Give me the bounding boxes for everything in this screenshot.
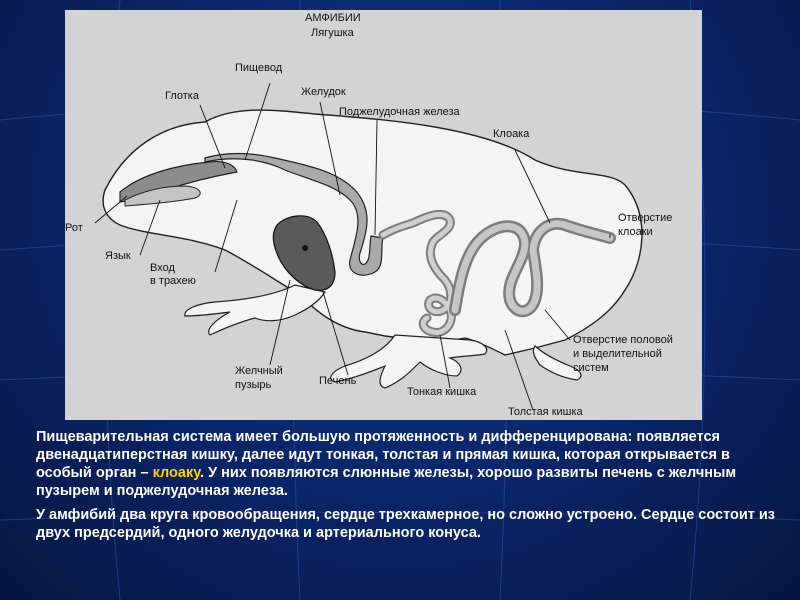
label-esophagus: Пищевод: [235, 62, 283, 74]
label-cloaca-opening-1: Отверстие: [618, 212, 673, 224]
label-genital-opening-3: систем: [573, 362, 609, 374]
label-cloaca: Клоака: [493, 128, 530, 140]
caption-highlight-cloaca: клоаку: [152, 465, 201, 481]
frog-body: [103, 110, 642, 355]
figure-title: АМФИБИИ: [305, 12, 361, 24]
caption-text: [36, 428, 776, 548]
caption-paragraph-1: [36, 428, 776, 500]
label-gallbladder-1: Желчный: [235, 365, 283, 377]
label-tongue: Язык: [105, 250, 131, 262]
caption-p1-before: Пищеварительная система имеет большую протяженность и дифференцирована: появляется двенадцатиперстная кишку, далее идут тонкая, толстая и прямая кишка, которая открывается в особый орган –: [36, 429, 730, 481]
caption-paragraph-2: У амфибий два круга кровообращения, сердце трехкамерное, но сложно устроено. Сердце состоит из двух предсердий, одного желудочка и артериального конуса.: [36, 507, 776, 541]
label-gallbladder-2: пузырь: [235, 379, 272, 391]
label-liver: Печень: [319, 375, 357, 387]
label-mouth: Рот: [65, 222, 83, 234]
caption-p1-after: . У них появляются слюнные железы, хорошо развиты печень с желчным пузырем и поджелудочная железа.: [36, 465, 737, 499]
frog-anatomy-figure: [65, 10, 702, 420]
figure-subtitle: Лягушка: [311, 27, 354, 39]
label-small-intestine: Тонкая кишка: [407, 386, 477, 398]
label-stomach: Желудок: [301, 86, 346, 98]
front-leg: [185, 285, 325, 335]
label-large-intestine: Толстая кишка: [508, 406, 583, 418]
label-trachea-entrance-1: Вход: [150, 262, 175, 274]
label-genital-opening-1: Отверстие половой: [573, 334, 673, 346]
label-pharynx: Глотка: [165, 90, 199, 102]
label-cloaca-opening-2: клоаки: [618, 226, 653, 238]
label-trachea-entrance-2: в трахею: [150, 275, 196, 287]
label-pancreas: Поджелудочная железа: [339, 106, 460, 118]
label-genital-opening-2: и выделительной: [573, 348, 662, 360]
